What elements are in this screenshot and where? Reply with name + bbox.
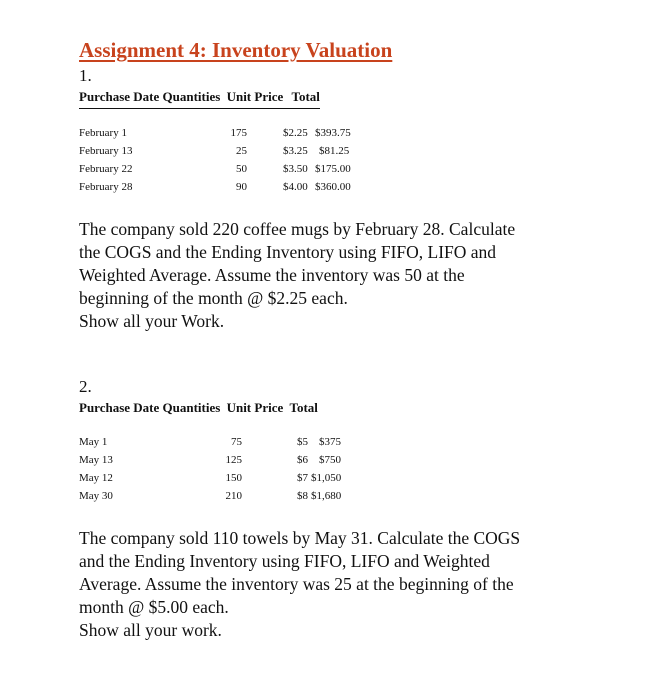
page-title: Assignment 4: Inventory Valuation [79, 38, 393, 62]
text-line: beginning of the month @ $2.25 each. [79, 288, 348, 308]
text-line: The company sold 110 towels by May 31. Calculate the COGS [79, 528, 521, 548]
row-date: May 12 [79, 472, 113, 484]
header-quantities: Quantities [162, 400, 221, 415]
row-quantity: 90 [236, 181, 247, 193]
row-quantity: 25 [236, 145, 247, 157]
problem-2-text [79, 527, 599, 642]
header-total: Total [289, 400, 318, 415]
text-line: Average. Assume the inventory was 25 at the beginning of the [79, 574, 514, 594]
problem-2-number: 2. [79, 377, 92, 396]
row-date: February 1 [79, 127, 127, 139]
row-date: February 22 [79, 163, 133, 175]
row-total: $393.75 [315, 127, 351, 139]
row-total: $360.00 [315, 181, 351, 193]
row-quantity: 125 [225, 454, 242, 466]
text-line: Weighted Average. Assume the inventory was 50 at the [79, 265, 465, 285]
row-unit-price: $3.25 [283, 145, 308, 157]
text-line: The company sold 220 coffee mugs by February 28. Calculate [79, 219, 516, 239]
text-line: Show all your work. [79, 620, 222, 640]
header-unit-price: Unit Price [226, 400, 284, 415]
row-total: $375 [319, 436, 341, 448]
text-line: and the Ending Inventory using FIFO, LIFO and Weighted [79, 551, 490, 571]
row-date: May 30 [79, 490, 113, 502]
row-date: February 13 [79, 145, 133, 157]
text-line: month @ $5.00 each. [79, 597, 229, 617]
row-unit-price: $7 [297, 472, 308, 484]
row-unit-price: $5 [297, 436, 308, 448]
row-unit-price: $2.25 [283, 127, 308, 139]
header-purchase-date: Purchase Date [79, 89, 160, 104]
row-quantity: 210 [225, 490, 242, 502]
problem-1-number: 1. [79, 66, 92, 85]
row-unit-price: $8 [297, 490, 308, 502]
row-total: $1,680 [311, 490, 342, 502]
row-unit-price: $3.50 [283, 163, 308, 175]
header-purchase-date: Purchase Date [79, 400, 160, 415]
header-total: Total [291, 89, 320, 104]
problem-1-table-header [79, 89, 320, 109]
header-quantities: Quantities [162, 89, 221, 104]
problem-1-text [79, 218, 599, 333]
text-line: the COGS and the Ending Inventory using FIFO, LIFO and [79, 242, 497, 262]
header-unit-price: Unit Price [226, 89, 284, 104]
row-date: February 28 [79, 181, 133, 193]
text-line: Show all your Work. [79, 311, 225, 331]
row-quantity: 50 [236, 163, 247, 175]
row-quantity: 75 [231, 436, 242, 448]
row-date: May 1 [79, 436, 108, 448]
row-quantity: 175 [230, 127, 247, 139]
row-total: $175.00 [315, 163, 351, 175]
row-date: May 13 [79, 454, 113, 466]
row-unit-price: $6 [297, 454, 308, 466]
row-unit-price: $4.00 [283, 181, 308, 193]
row-quantity: 150 [225, 472, 242, 484]
row-total: $1,050 [311, 472, 342, 484]
row-total: $81.25 [319, 145, 350, 157]
row-total: $750 [319, 454, 341, 466]
problem-2-table-header [79, 400, 318, 419]
